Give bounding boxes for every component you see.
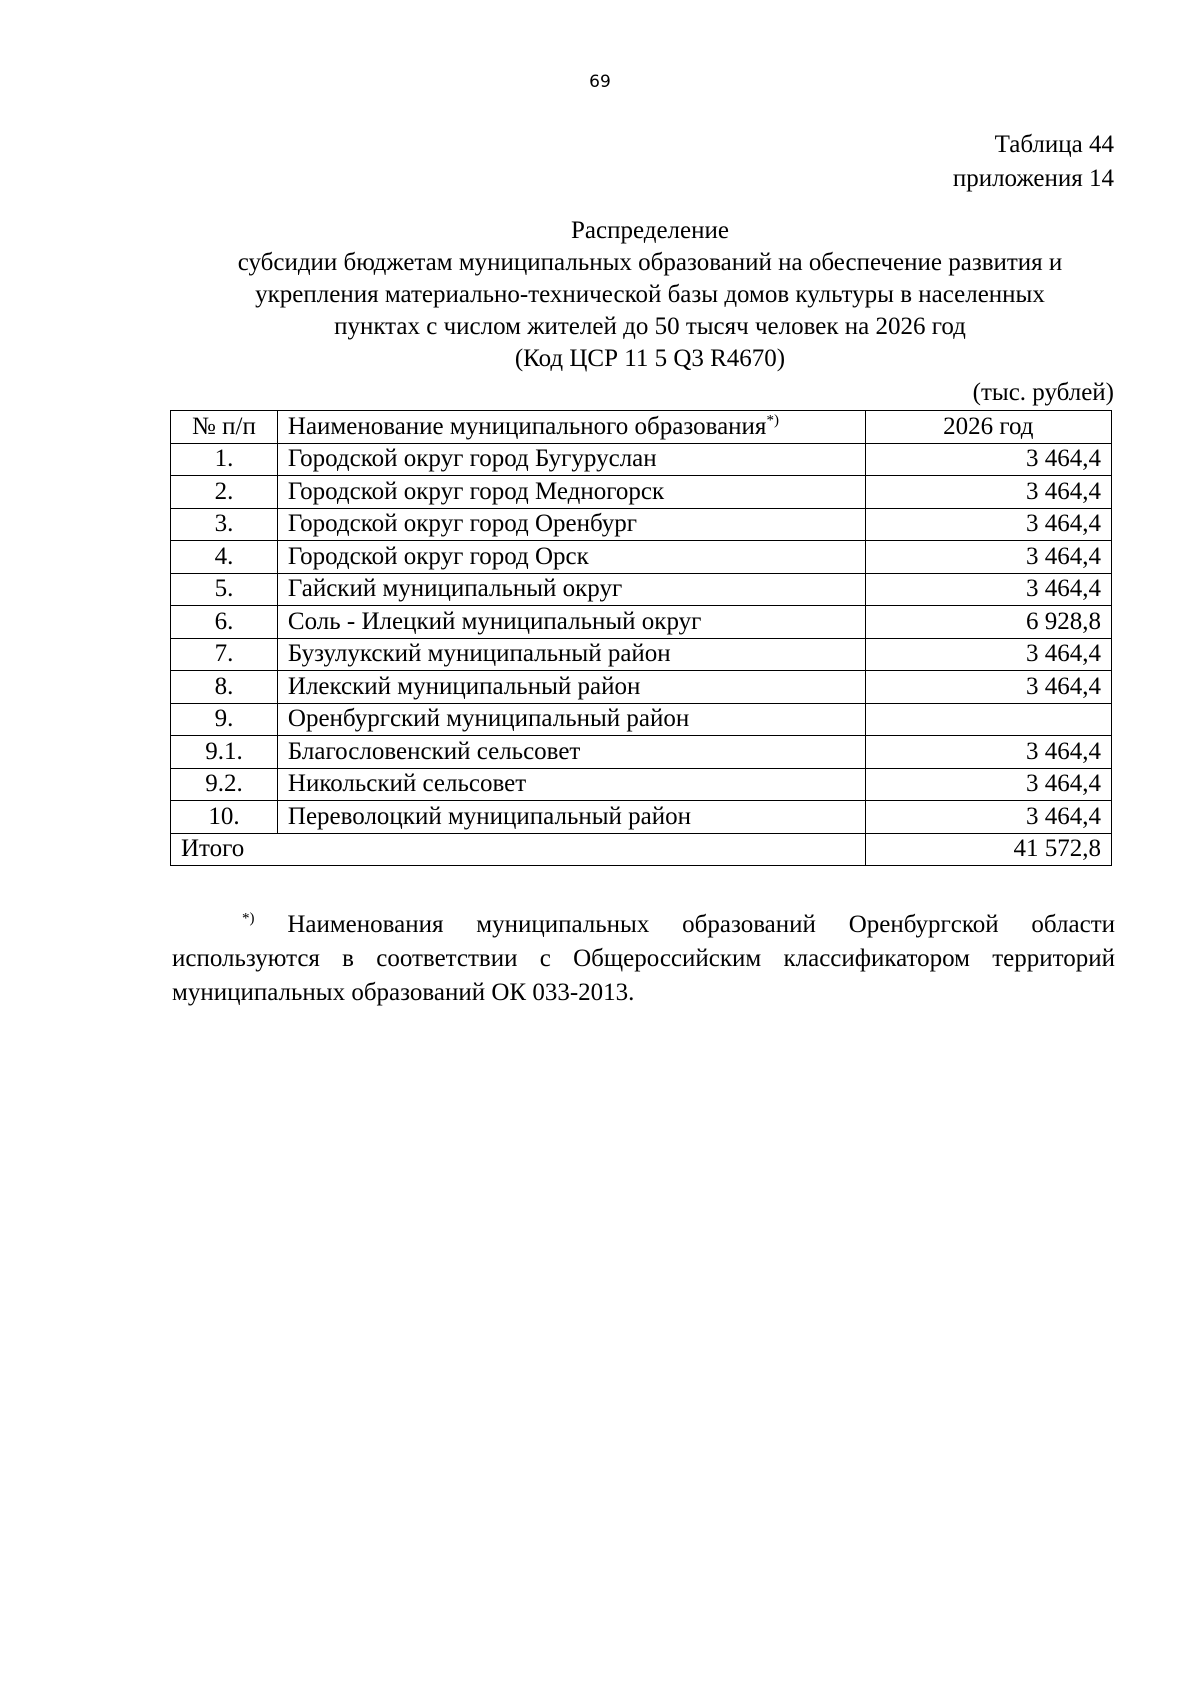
row-municipality: Городской округ город Орск [277,541,865,574]
appendix-reference-line: приложения 14 [952,165,1114,192]
row-municipality: Никольский сельсовет [277,768,865,801]
row-municipality: Соль - Илецкий муниципальный округ [277,606,865,639]
table-row [171,638,1112,671]
footnote-indent [172,911,255,938]
header-year: 2026 год [865,411,1111,444]
row-municipality: Илекский муниципальный район [277,671,865,704]
footnote-mark: *) [242,910,255,927]
row-number: 7. [171,638,278,671]
table-row [171,768,1112,801]
row-amount: 3 464,4 [865,476,1111,509]
units-label: (тыс. рублей) [972,379,1114,406]
table-row [171,443,1112,476]
row-number: 9.1. [171,736,278,769]
row-municipality: Переволоцкий муниципальный район [277,801,865,834]
row-amount: 3 464,4 [865,801,1111,834]
footnote-mark: *) [766,412,779,429]
total-amount: 41 572,8 [865,833,1111,866]
row-amount: 3 464,4 [865,573,1111,606]
row-number: 5. [171,573,278,606]
heading-line: пунктах с числом жителей до 50 тысяч человек на 2026 год [334,313,966,340]
table-row [171,606,1112,639]
distribution-table [170,410,1112,866]
table-reference-line: Таблица 44 [994,131,1114,158]
table-row [171,736,1112,769]
table-header-row [171,411,1112,444]
row-municipality: Благословенский сельсовет [277,736,865,769]
heading-title: Распределение [571,217,729,244]
row-municipality: Оренбургский муниципальный район [277,703,865,736]
total-label: Итого [171,833,866,866]
row-amount: 3 464,4 [865,541,1111,574]
table-total-row [171,833,1112,866]
row-amount: 3 464,4 [865,768,1111,801]
table-row [171,541,1112,574]
row-number: 4. [171,541,278,574]
row-amount: 3 464,4 [865,443,1111,476]
page-number: 69 [589,72,611,92]
row-amount: 3 464,4 [865,508,1111,541]
document-heading [160,215,1140,375]
row-amount: 3 464,4 [865,671,1111,704]
row-amount: 6 928,8 [865,606,1111,639]
heading-line: укрепления материально-технической базы домов культуры в населенных [255,281,1045,308]
row-number: 6. [171,606,278,639]
heading-code: (Код ЦСР 11 5 Q3 R4670) [514,345,786,372]
row-municipality: Городской округ город Медногорск [277,476,865,509]
header-name [277,411,865,444]
row-number: 10. [171,801,278,834]
header-num: № п/п [171,411,278,444]
row-municipality: Городской округ город Бугуруслан [277,443,865,476]
table-reference [953,128,1114,196]
row-number: 9.2. [171,768,278,801]
table-row [171,671,1112,704]
header-name-text: Наименование муниципального образования [287,412,767,440]
row-amount: 3 464,4 [865,638,1111,671]
table-row [171,573,1112,606]
table-row [171,801,1112,834]
row-municipality: Гайский муниципальный округ [277,573,865,606]
row-number: 3. [171,508,278,541]
table-row [171,703,1112,736]
row-number: 9. [171,703,278,736]
row-amount: 3 464,4 [865,736,1111,769]
row-amount [865,703,1111,736]
row-number: 1. [171,443,278,476]
row-number: 8. [171,671,278,704]
table-row [171,476,1112,509]
footnote [172,908,1115,1010]
heading-line: субсидии бюджетам муниципальных образований на обеспечение развития и [237,249,1063,276]
row-municipality: Бузулукский муниципальный район [277,638,865,671]
table-row [171,508,1112,541]
row-municipality: Городской округ город Оренбург [277,508,865,541]
footnote-text: Наименования муниципальных образований Оренбургской области используются в соответствии с Общероссийским классификатором территорий муниципальных образований ОК 033-2013. [172,911,1115,1006]
row-number: 2. [171,476,278,509]
